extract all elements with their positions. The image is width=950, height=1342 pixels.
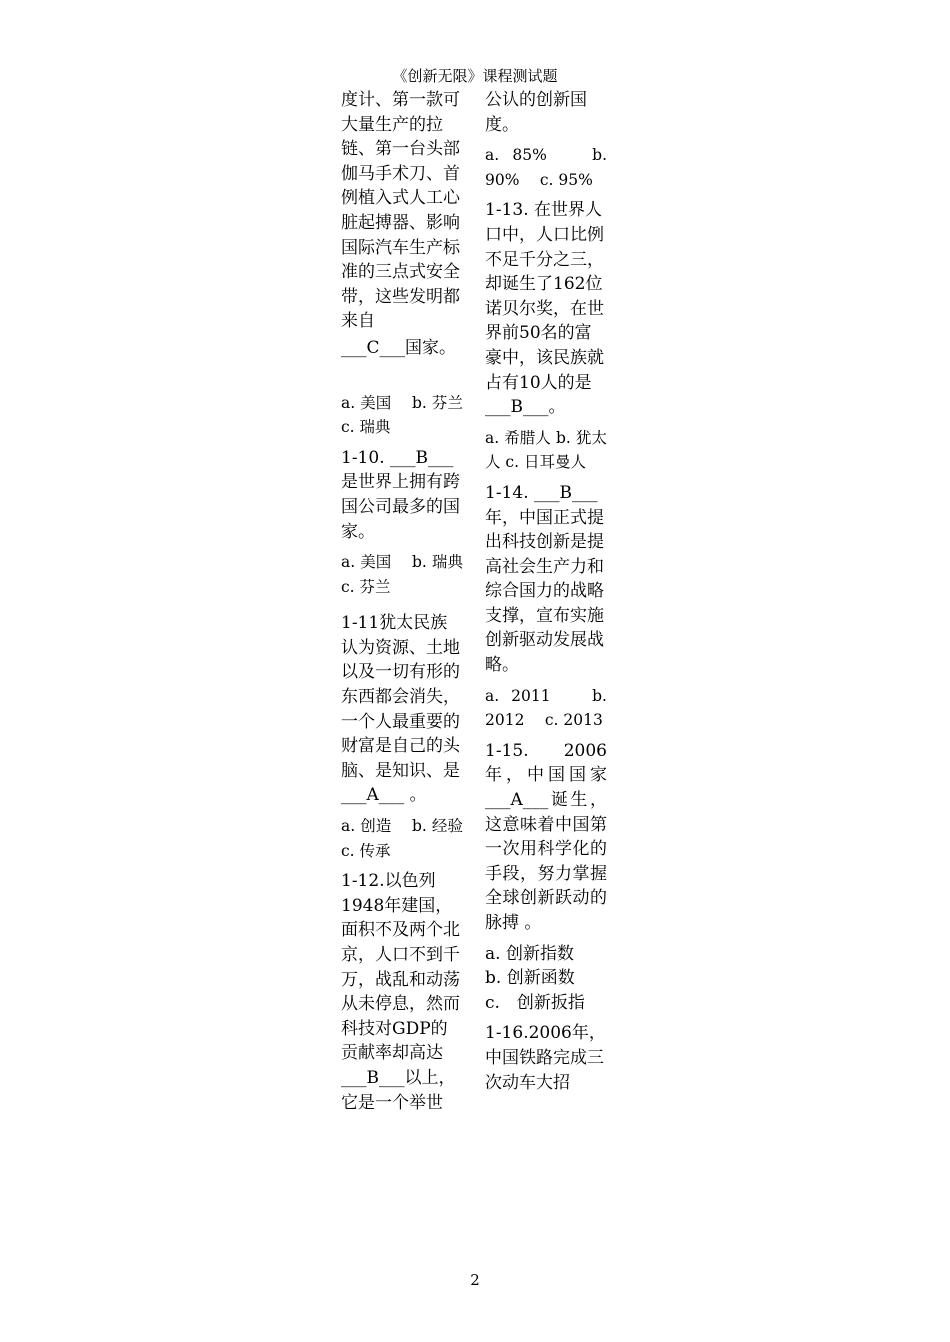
question-1-15-option-a: a. 创新指数	[485, 943, 574, 964]
document-header: 《创新无限》课程测试题	[392, 67, 558, 85]
question-1-11-options: a. 创造 b. 经验 c. 传承	[341, 817, 484, 860]
question-1-9-text: 度计、第一款可大量生产的拉链、第一台头部伽马手术刀、首例植入式人工心脏起搏器、影响国际汽车生产标准的三点式安全带，这些发明都来自	[341, 90, 460, 332]
right-column	[485, 88, 607, 1095]
question-1-13-text: 1-13. 在世界人口中，人口比例不足千分之三，却诞生了162位诺贝尔奖，在世界前50名的富豪中，该民族就占有10人的是___B___。	[485, 200, 604, 418]
question-1-13-options: a. 希腊人 b. 犹太人 c. 日耳曼人	[485, 428, 607, 472]
question-1-15-option-b: b. 创新函数	[485, 968, 575, 989]
question-1-14-text: 1-14. ___B___年，中国正式提出科技创新是提高社会生产力和综合国力的战略支撑，宣布实施创新驱动发展战略。	[485, 482, 604, 676]
question-1-11-text: 1-11犹太民族认为资源、土地以及一切有形的东西都会消失，一个人最重要的财富是自己的头脑、是知识、是___A___ 。	[341, 613, 460, 806]
question-1-9-options: a. 美国 b. 芬兰 c. 瑞典	[341, 393, 484, 437]
question-1-14-options: a. 2011 b. 2012 c. 2013	[485, 686, 607, 730]
left-column	[341, 88, 484, 1115]
question-1-12-continued: 公认的创新国度。	[485, 90, 587, 135]
question-1-9-answer: ___C___国家。	[341, 337, 457, 358]
question-1-12-text: 1-12.以色列1948年建国，面积不及两个北京，人口不到千万，战乱和动荡从未停息，然而科技对GDP的贡献率却高达 ___B___以上，它是一个举世	[341, 871, 460, 1113]
question-1-10-text: 1-10. ___B___是世界上拥有跨国公司最多的国家。	[341, 447, 460, 542]
question-1-12-options: a. 85% b. 90% c. 95%	[485, 146, 607, 189]
question-1-16-text: 1-16.2006年，中国铁路完成三次动车大招	[485, 1023, 606, 1093]
question-1-15-text: 1-15. 2006年，中国国家___A___诞生，这意味着中国第一次用科学化的手段，努力掌握全球创新跃动的脉搏 。	[485, 740, 607, 933]
question-1-15-option-c: c. 创新扳指	[485, 992, 585, 1013]
question-1-10-options: a. 美国 b. 瑞典 c. 芬兰	[341, 553, 484, 596]
page-number: 2	[470, 1271, 480, 1289]
